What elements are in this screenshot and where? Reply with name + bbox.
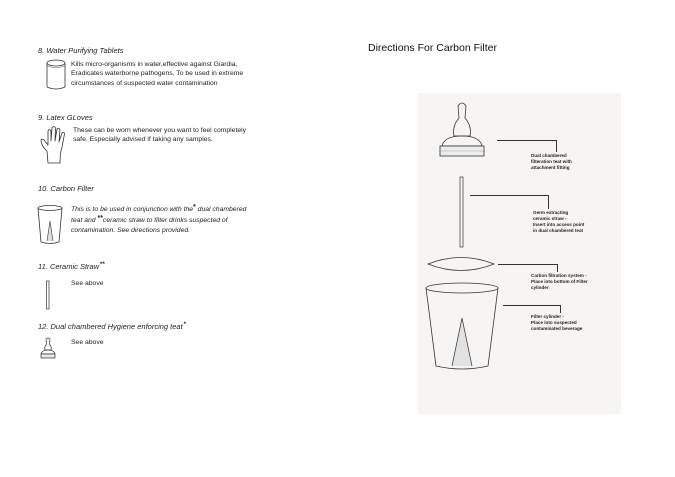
callout-teat: Dual chambered filteration teat with attachment fitting (531, 153, 572, 170)
callout-drop-teat (556, 140, 557, 152)
item-title-latex-gloves: 9. Latex GLoves (38, 113, 93, 122)
callout-cylinder: Filter cylinder - Place into suspected contaminated beverage (531, 314, 583, 331)
diagram-carbon-disc-icon (425, 253, 497, 275)
pill-bottle-icon (44, 58, 68, 92)
item-desc-hygiene-teat: See above (71, 339, 104, 346)
diagram-straw-icon (457, 176, 467, 248)
callout-drop-straw (548, 195, 549, 209)
callout-drop-carbon (557, 264, 558, 272)
straw-icon (45, 280, 51, 310)
item-title-water-tablets: 8. Water Purifying Tablets (38, 46, 124, 55)
teat-icon (38, 336, 58, 366)
glove-icon (38, 123, 70, 165)
item-title-hygiene-teat: 12. Dual chambered Hygiene enforcing teat* (38, 322, 187, 331)
callout-line-straw (470, 195, 548, 196)
callout-line-teat (497, 140, 557, 141)
callout-line-cylinder (503, 305, 561, 306)
item-title-carbon-filter: 10. Carbon Filter (38, 184, 94, 193)
callout-drop-cylinder (560, 305, 561, 313)
callout-straw: Germ extracting ceramic straw - Insert into access point in dual chambered teat (533, 210, 585, 233)
directions-title: Directions For Carbon Filter (368, 42, 497, 54)
callout-line-carbon (498, 264, 558, 265)
diagram-teat-icon (430, 100, 494, 172)
item-desc-ceramic-straw: See above (71, 280, 104, 287)
item-desc-water-tablets: Kills micro-organisms in water,effective against Giardia, Eradicates waterborne pathogens. To be used in extreme circumstances of suspected water contamination (71, 61, 244, 87)
item-desc-latex-gloves: These can be worn whenever you want to feel completely safe. Especially advised if taking any samples. (73, 127, 247, 144)
item-desc-carbon-filter: This is to be used in conjunction with the* dual chambered teat and **ceramic straw to filter drinks suspected of contamination. See directions provided. (71, 204, 247, 234)
filter-cup-icon (36, 204, 64, 246)
diagram-filter-cylinder-icon (422, 280, 502, 372)
callout-carbon: Carbon filtration system - Place into bottom of Filter cylinder (531, 273, 588, 290)
item-title-ceramic-straw: 11. Ceramic Straw** (38, 262, 105, 271)
